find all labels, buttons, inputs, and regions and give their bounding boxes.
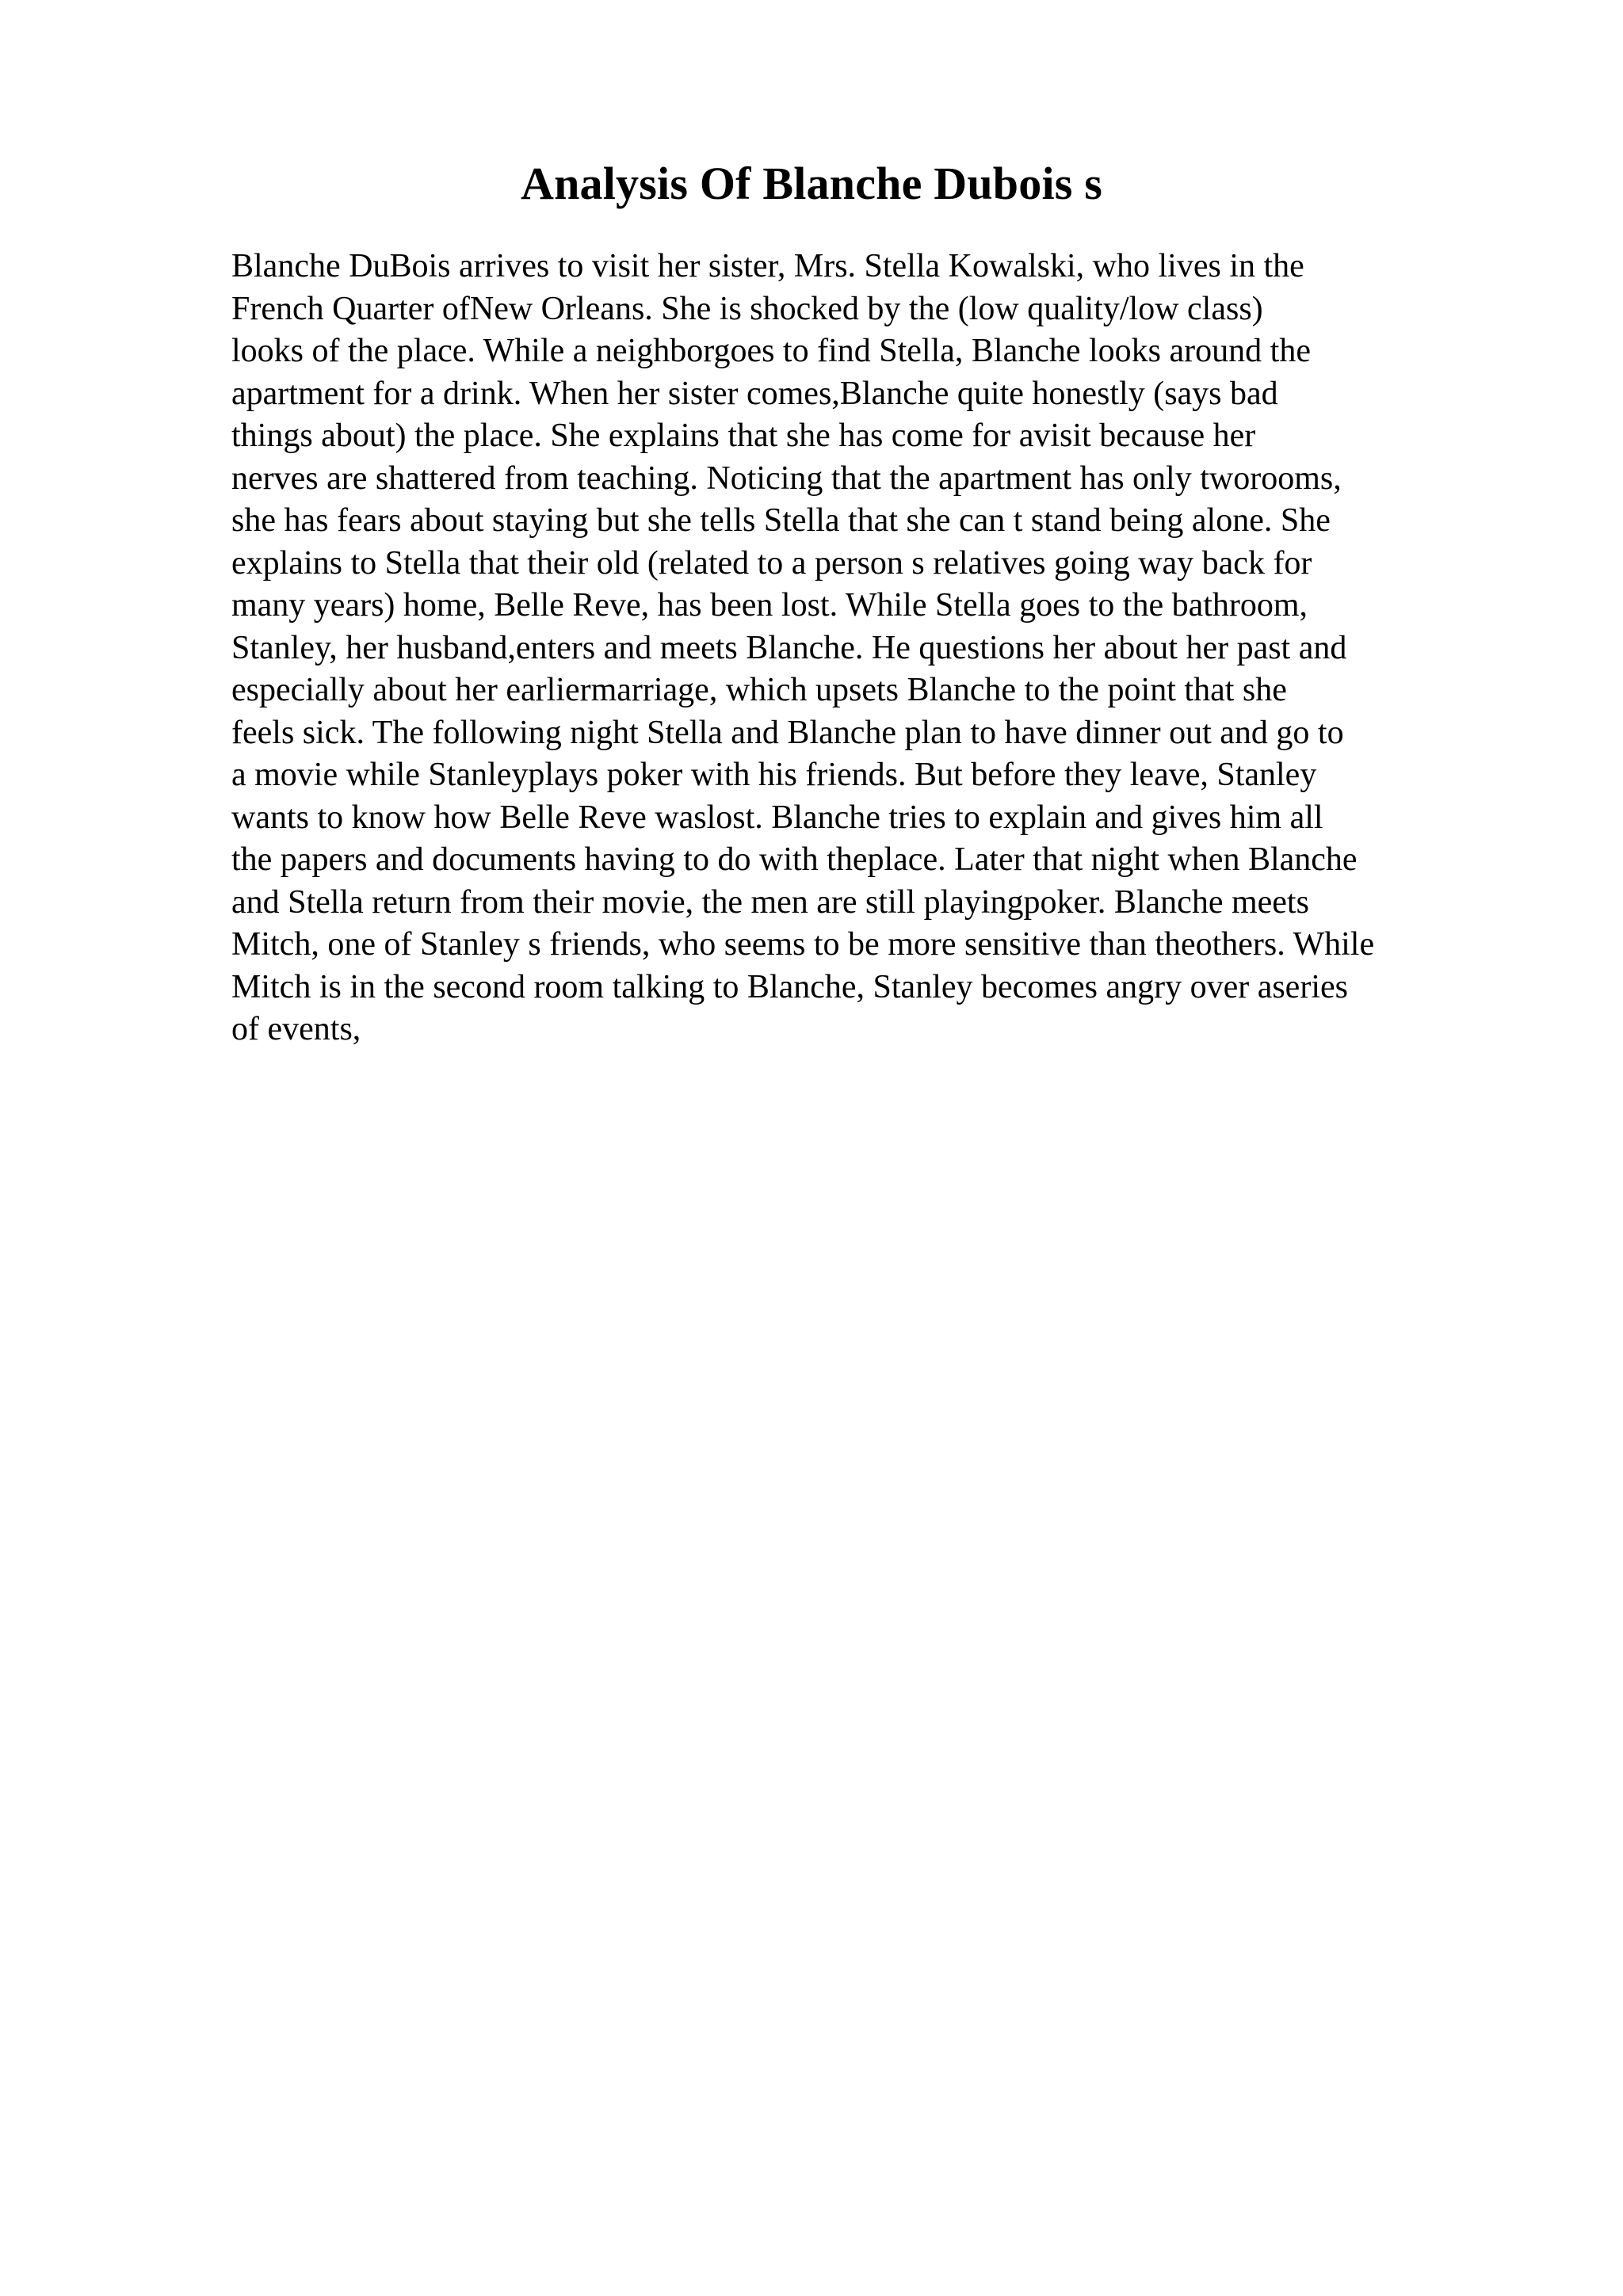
text-line: she has fears about staying but she tells Stella that she can t stand being alone. She <box>231 502 1331 539</box>
text-line: Mitch is in the second room talking to Blanche, Stanley becomes angry over aseries <box>231 968 1348 1005</box>
text-line: apartment for a drink. When her sister comes,Blanche quite honestly (says bad <box>231 375 1278 412</box>
text-line: of events, <box>231 1011 361 1047</box>
text-line: French Quarter ofNew Orleans. She is shocked by the (low quality/low class) <box>231 290 1263 327</box>
page-title: Analysis Of Blanche Dubois s <box>521 158 1102 209</box>
text-line: especially about her earliermarriage, which upsets Blanche to the point that she <box>231 672 1287 708</box>
body-paragraph <box>231 246 1515 1051</box>
text-line: the papers and documents having to do with theplace. Later that night when Blanche <box>231 841 1358 878</box>
text-line: and Stella return from their movie, the men are still playingpoker. Blanche meets <box>231 883 1309 921</box>
text-line: feels sick. The following night Stella and Blanche plan to have dinner out and go to <box>231 714 1344 751</box>
text-line: explains to Stella that their old (related to a person s relatives going way back for <box>231 544 1312 582</box>
text-line: Mitch, one of Stanley s friends, who seems to be more sensitive than theothers. While <box>231 926 1375 963</box>
text-line: looks of the place. While a neighborgoes to find Stella, Blanche looks around the <box>231 333 1311 369</box>
text-line: Stanley, her husband,enters and meets Blanche. He questions her about her past and <box>231 629 1347 666</box>
text-line: things about) the place. She explains that she has come for avisit because her <box>231 418 1256 454</box>
text-line: wants to know how Belle Reve waslost. Blanche tries to explain and gives him all <box>231 799 1323 836</box>
text-line: a movie while Stanleyplays poker with his friends. But before they leave, Stanley <box>231 757 1317 793</box>
text-line: Blanche DuBois arrives to visit her sister, Mrs. Stella Kowalski, who lives in the <box>231 248 1304 284</box>
text-line: nerves are shattered from teaching. Noticing that the apartment has only tworooms, <box>231 460 1342 497</box>
text-line: many years) home, Belle Reve, has been lost. While Stella goes to the bathroom, <box>231 587 1308 624</box>
